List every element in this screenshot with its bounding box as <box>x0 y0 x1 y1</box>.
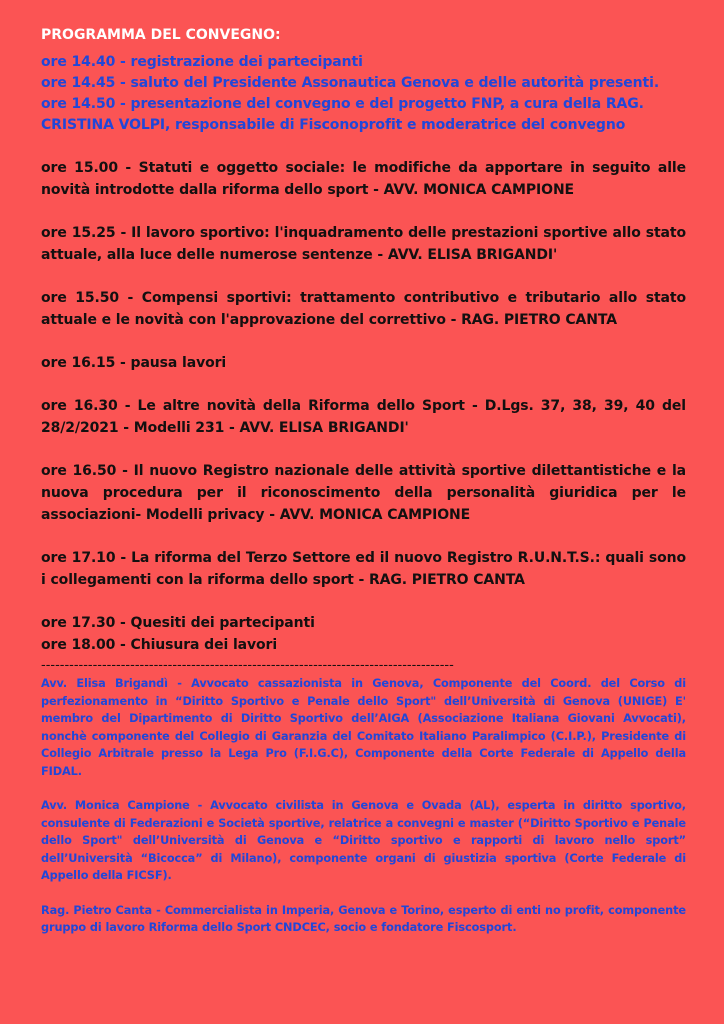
speaker-bio-canta: Rag. Pietro Canta - Commercialista in Imperia, Genova e Torino, esperto di enti no profit, componente gruppo di lavoro Riforma dello Sport CNDCEC, socio e fondatore Fiscosport. <box>41 903 686 934</box>
intro-line: ore 14.50 - presentazione del convegno e del progetto FNP, a cura della RAG. <box>41 96 644 112</box>
session-item: ore 16.15 - pausa lavori <box>41 355 227 371</box>
program-title: PROGRAMMA DEL CONVEGNO: <box>41 27 281 43</box>
intro-line: CRISTINA VOLPI, responsabile di Fisconoprofit e moderatrice del convegno <box>41 117 626 133</box>
session-item: ore 15.50 - Compensi sportivi: trattamento contributivo e tributario allo stato attuale e le novità con l'approvazione del correttivo - RAG. PIETRO CANTA <box>41 290 686 328</box>
session-item: ore 17.10 - La riforma del Terzo Settore ed il nuovo Registro R.U.N.T.S.: quali sono i collegamenti con la riforma dello sport - RAG. PIETRO CANTA <box>41 550 686 588</box>
session-item: ore 15.25 - Il lavoro sportivo: l'inquadramento delle prestazioni sportive allo stato attuale, alla luce delle numerose sentenze - AVV. ELISA BRIGANDI' <box>41 225 686 263</box>
closing-line: ore 18.00 - Chiusura dei lavori <box>41 637 278 653</box>
closing-schedule <box>41 612 686 656</box>
dashed-divider: ---------------------------------------------------------------------------------------- <box>41 659 454 673</box>
speaker-bio-campione: Avv. Monica Campione - Avvocato civilista in Genova e Ovada (AL), esperta in diritto sportivo, consulente di Federazioni e Società sportive, relatrice a convegni e master (“Diritto Sportivo e Penale dello Sport" dell’Università di Genova e “Diritto sportivo e rapporti di lavoro nello sport” dell’Università “Bicocca” di Milano), componente organi di giustizia sportiva (Corte Federale di Appello della FICSF). <box>41 799 686 882</box>
intro-schedule <box>41 52 686 136</box>
speaker-bio-brigandi: Avv. Elisa Brigandì - Avvocato cassazionista in Genova, Componente del Coord. del Corso di perfezionamento in “Diritto Sportivo e Penale dello Sport" dell’Università di Genova (UNIGE) E' membro del Dipartimento di Diritto Sportivo dell’AIGA (Associazione Italiana Giovani Avvocati), nonchè componente del Collegio di Garanzia del Comitato Italiano Paralimpico (C.I.P.), Presidente di Collegio Arbitrale presso la Lega Pro (F.I.G.C), Componente della Corte Federale di Appello della FIDAL. <box>41 677 686 778</box>
session-item: ore 16.30 - Le altre novità della Riforma dello Sport - D.Lgs. 37, 38, 39, 40 del 28/2/2021 - Modelli 231 - AVV. ELISA BRIGANDI' <box>41 398 686 436</box>
program-page <box>41 26 686 954</box>
intro-line: ore 14.45 - saluto del Presidente Assonautica Genova e delle autorità presenti. <box>41 75 660 91</box>
session-item: ore 16.50 - Il nuovo Registro nazionale delle attività sportive dilettantistiche e la nuova procedura per il riconoscimento della personalità giuridica per le associazioni- Modelli privacy - AVV. MONICA CAMPIONE <box>41 463 686 523</box>
session-item: ore 15.00 - Statuti e oggetto sociale: le modifiche da apportare in seguito alle novità introdotte dalla riforma dello sport - AVV. MONICA CAMPIONE <box>41 160 686 198</box>
intro-line: ore 14.40 - registrazione dei partecipanti <box>41 54 363 70</box>
closing-line: ore 17.30 - Quesiti dei partecipanti <box>41 615 315 631</box>
